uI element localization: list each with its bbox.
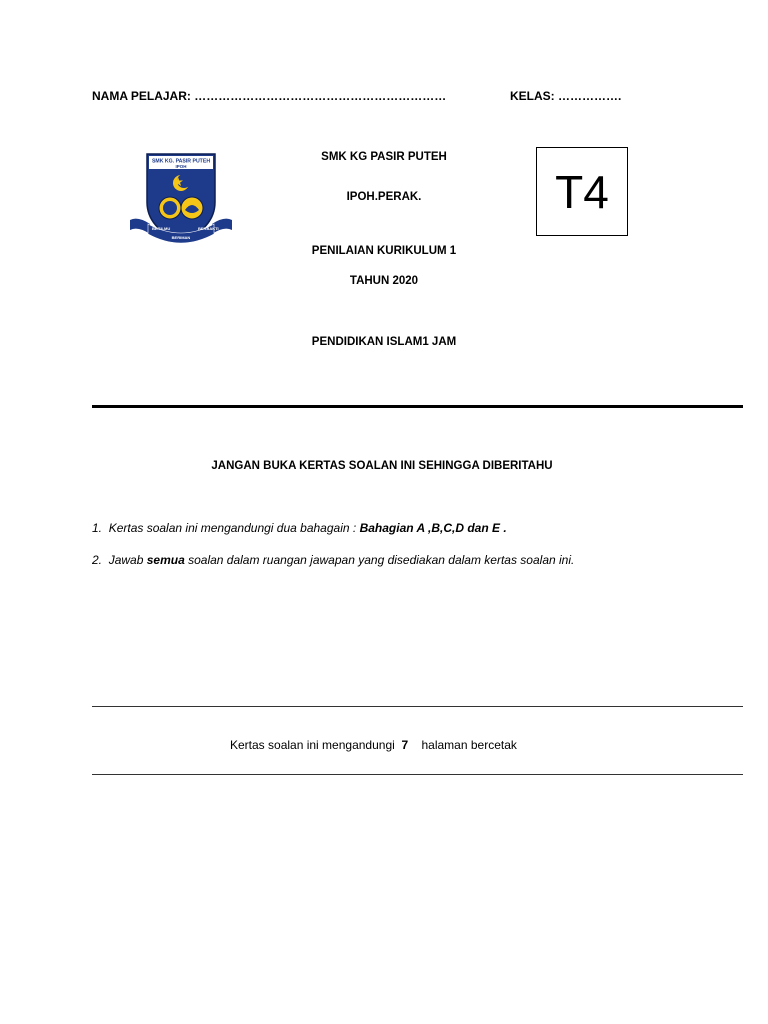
student-name-field: NAMA PELAJAR: ……………………………………………………… bbox=[92, 89, 447, 103]
footer-bottom-rule bbox=[92, 774, 743, 775]
instruction-text: Kertas soalan ini mengandungi dua bahagain : bbox=[108, 521, 357, 535]
page-count-number: 7 bbox=[401, 738, 409, 752]
page-count-prefix: Kertas soalan ini mengandungi bbox=[230, 738, 395, 752]
header-divider bbox=[92, 405, 743, 408]
instruction-number: 2. bbox=[92, 553, 103, 567]
page-count-line bbox=[230, 738, 517, 752]
page-count-suffix: halaman bercetak bbox=[421, 738, 517, 752]
logo-top-text: SMK KG. PASIR PUTEH bbox=[151, 158, 211, 165]
instruction-emphasis: semua bbox=[146, 553, 185, 567]
logo-ribbon-right: BERBAKTI bbox=[198, 226, 219, 231]
exam-subject: PENDIDIKAN ISLAM1 JAM bbox=[311, 336, 457, 348]
class-field: KELAS: ……………. bbox=[510, 89, 622, 103]
warning-text: JANGAN BUKA KERTAS SOALAN INI SEHINGGA DIBERITAHU bbox=[211, 460, 553, 472]
instruction-item-1 bbox=[92, 521, 507, 535]
logo-sub-text: IPOH bbox=[175, 164, 187, 169]
instruction-number: 1. bbox=[92, 521, 103, 535]
school-logo bbox=[128, 150, 234, 246]
exam-year: TAHUN 2020 bbox=[349, 275, 419, 287]
assessment-title: PENILAIAN KURIKULUM 1 bbox=[311, 245, 457, 257]
logo-ribbon-center: BERIMAN bbox=[171, 235, 191, 240]
instruction-item-2 bbox=[92, 553, 574, 567]
form-code-box bbox=[536, 147, 628, 236]
instruction-text: soalan dalam ruangan jawapan yang disediakan dalam kertas soalan ini. bbox=[188, 553, 575, 567]
instruction-emphasis: Bahagian A ,B,C,D dan E . bbox=[359, 521, 507, 535]
footer-top-rule bbox=[92, 706, 743, 707]
form-code: T4 bbox=[555, 165, 609, 218]
instruction-text: Jawab bbox=[108, 553, 144, 567]
school-location: IPOH.PERAK. bbox=[346, 191, 422, 203]
school-name: SMK KG PASIR PUTEH bbox=[321, 151, 447, 163]
logo-ribbon-left: BERILMU bbox=[152, 226, 171, 231]
school-crest-icon bbox=[128, 150, 234, 246]
